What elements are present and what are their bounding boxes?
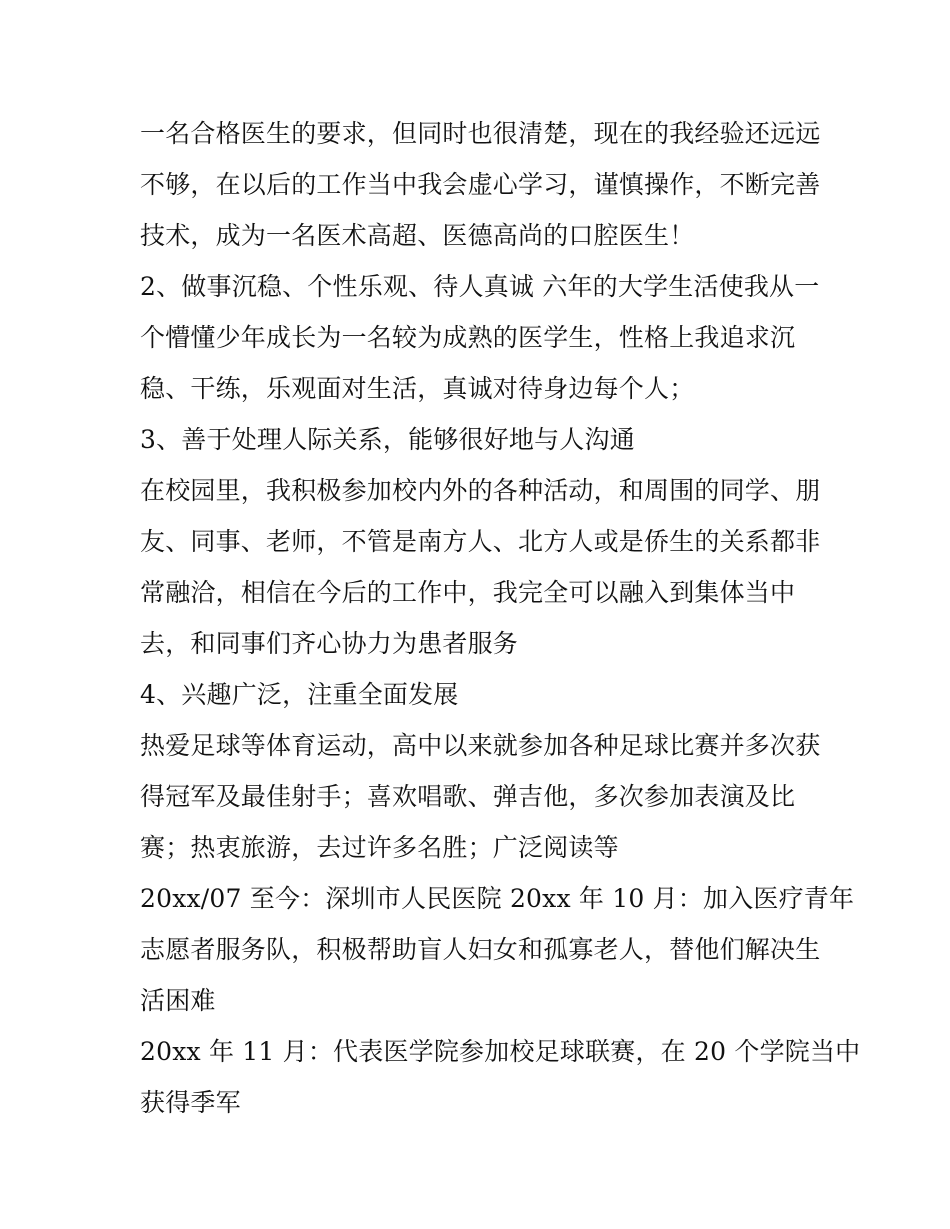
text-line: 活困难	[140, 986, 216, 1015]
text-line: 个懵懂少年成长为一名较为成熟的医学生，性格上我追求沉	[140, 323, 796, 352]
text-line: 友、同事、老师，不管是南方人、北方人或是侨生的关系都非	[140, 527, 821, 556]
text-line: 一名合格医生的要求，但同时也很清楚，现在的我经验还远远	[140, 119, 821, 148]
text-line: 20xx/07 至今：深圳市人民医院 20xx 年 10 月：加入医疗青年	[140, 884, 855, 913]
text-line: 志愿者服务队，积极帮助盲人妇女和孤寡老人，替他们解决生	[140, 935, 821, 964]
text-line: 4、兴趣广泛，注重全面发展	[140, 680, 459, 709]
text-line: 去，和同事们齐心协力为患者服务	[140, 629, 519, 658]
text-line: 在校园里，我积极参加校内外的各种活动，和周围的同学、朋	[140, 476, 821, 505]
text-line: 3、善于处理人际关系，能够很好地与人沟通	[140, 425, 635, 454]
document-body	[140, 108, 861, 1128]
text-line: 20xx 年 11 月：代表医学院参加校足球联赛，在 20 个学院当中	[140, 1037, 861, 1066]
text-line: 常融洽，相信在今后的工作中，我完全可以融入到集体当中	[140, 578, 796, 607]
text-line: 技术，成为一名医术高超、医德高尚的口腔医生！	[140, 221, 695, 250]
text-line: 稳、干练，乐观面对生活，真诚对待身边每个人；	[140, 374, 695, 403]
text-line: 得冠军及最佳射手；喜欢唱歌、弹吉他，多次参加表演及比	[140, 782, 796, 811]
text-line: 获得季军	[140, 1088, 241, 1117]
text-line: 赛；热衷旅游，去过许多名胜；广泛阅读等	[140, 833, 619, 862]
text-line: 不够，在以后的工作当中我会虚心学习，谨慎操作，不断完善	[140, 170, 821, 199]
text-line: 热爱足球等体育运动，高中以来就参加各种足球比赛并多次获	[140, 731, 821, 760]
text-line: 2、做事沉稳、个性乐观、待人真诚 六年的大学生活使我从一	[140, 272, 820, 301]
